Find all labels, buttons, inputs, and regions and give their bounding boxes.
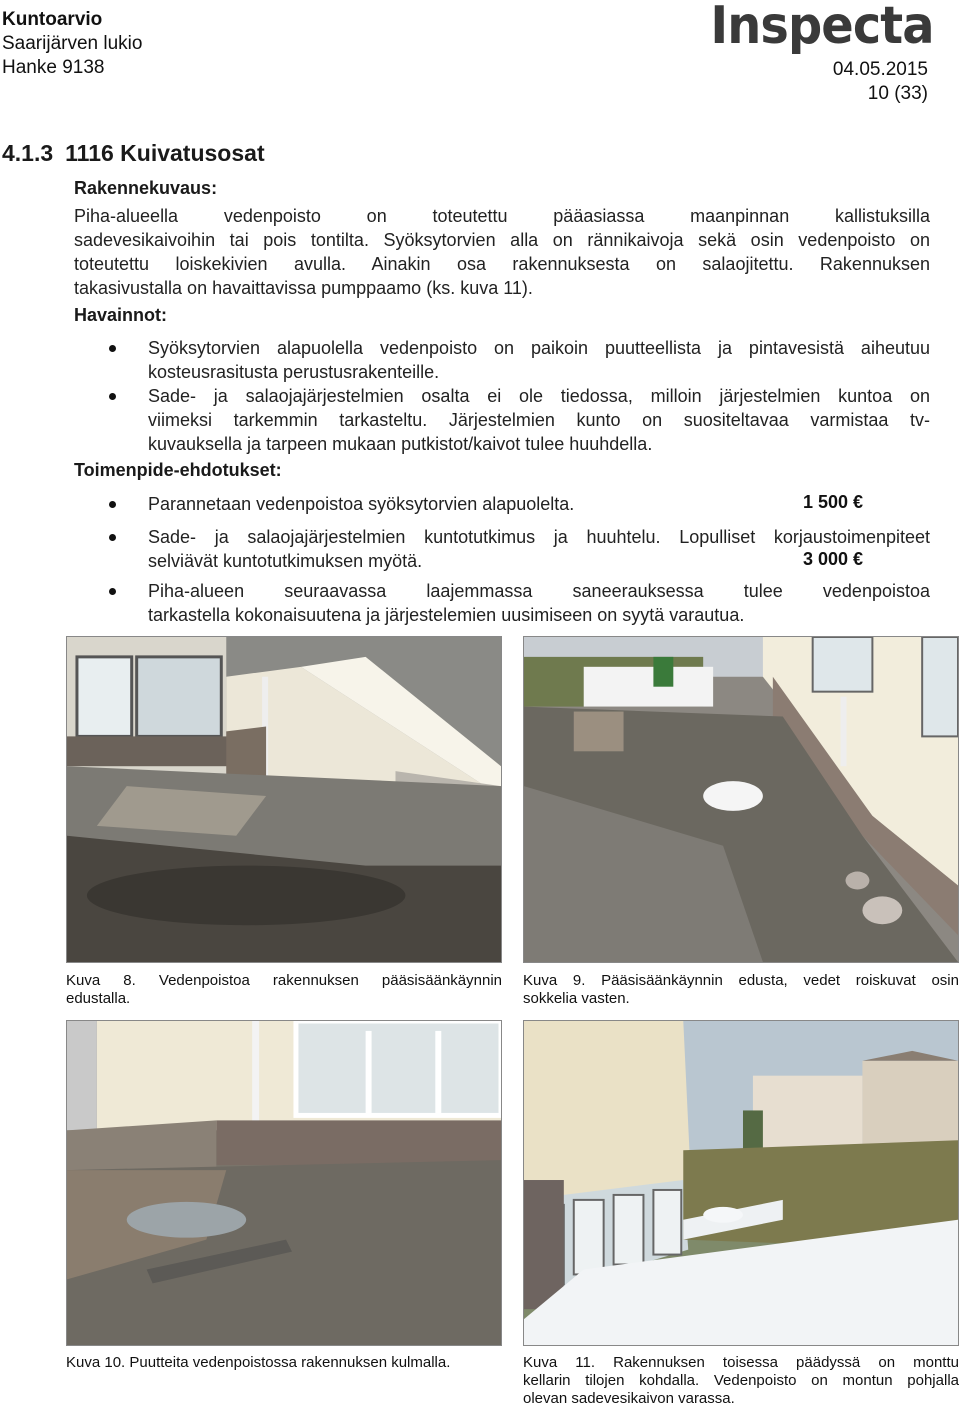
- document-date: 04.05.2015: [832, 59, 928, 80]
- kuva-8-caption: [66, 972, 502, 1008]
- inspecta-logo: Inspecta: [710, 0, 934, 56]
- kuva-9-photo: [523, 636, 959, 963]
- kuva-11-caption-line-3: olevan sadevesikaivon varassa.: [523, 1390, 735, 1407]
- rakennekuvaus-line-4: takasivustalla on havaittavissa pumppaamo (ks. kuva 11).: [74, 278, 533, 298]
- kuva-10-caption-line-1: Kuva 10. Puutteita vedenpoistossa rakennuksen kulmalla.: [66, 1354, 451, 1371]
- kuva-11-caption: [523, 1354, 959, 1408]
- rakennekuvaus-line-3: toteutettu loiskekivien avulla. Ainakin osa rakennuksesta on salaojitettu. Rakennuksen: [74, 254, 930, 274]
- kuva-11-caption-line-2: kellarin tilojen kohdalla. Vedenpoisto on montun pohjalla: [523, 1372, 959, 1389]
- toimenpide-item-1-line-1: Parannetaan vedenpoistoa syöksytorvien alapuolelta.: [148, 494, 575, 514]
- toimenpide-item-3-line-1: Piha-alueen seuraavassa laajemmassa saneerauksessa tulee vedenpoistoa: [148, 581, 930, 601]
- havainnot-item-1: [148, 336, 930, 384]
- toimenpide-item-2-price: 3 000 €: [803, 549, 864, 569]
- kuva-10-caption: [66, 1354, 502, 1372]
- section-name: 1116 Kuivatusosat: [65, 140, 265, 166]
- kuva-8-caption-line-1: Kuva 8. Vedenpoistoa rakennuksen pääsisäänkäynnin: [66, 972, 502, 989]
- document-type: Kuntoarvio: [2, 9, 103, 30]
- kuva-8-caption-line-2: edustalla.: [66, 990, 131, 1007]
- document-header: [2, 8, 142, 80]
- havainnot-heading: Havainnot:: [74, 305, 168, 325]
- section-number: 4.1.3: [2, 140, 54, 166]
- havainnot-item-1-line-2: kosteusrasitusta perustusrakenteille.: [148, 362, 440, 382]
- toimenpiteet-heading: Toimenpide-ehdotukset:: [74, 460, 282, 480]
- toimenpide-item-2-line-1: Sade- ja salaojajärjestelmien kuntotutkimus ja huuhtelu. Lopulliset korjaustoimenpiteet: [148, 527, 930, 547]
- kuva-9-caption-line-1: Kuva 9. Pääsisäänkäynnin edusta, vedet roiskuvat osin: [523, 972, 959, 989]
- toimenpide-item-2-line-2: selviävät kuntotutkimuksen myötä.: [148, 551, 423, 571]
- header-date-page: [833, 58, 928, 106]
- kuva-11-photo: [523, 1020, 959, 1346]
- kuva-9-caption: [523, 972, 959, 1008]
- toimenpide-item-1-price: 1 500 €: [803, 492, 864, 512]
- havainnot-item-2: [148, 384, 930, 456]
- section-title: [2, 140, 277, 167]
- toimenpide-item-3: [148, 579, 930, 627]
- kuva-9-caption-line-2: sokkelia vasten.: [523, 990, 630, 1007]
- toimenpide-item-3-line-2: tarkastella kokonaisuutena ja järjestelemien uusimiseen on syytä varautua.: [148, 605, 745, 625]
- kuva-11-caption-line-1: Kuva 11. Rakennuksen toisessa päädyssä on monttu: [523, 1354, 959, 1371]
- rakennekuvaus-heading: Rakennekuvaus:: [74, 178, 218, 198]
- rakennekuvaus-line-2: sadevesikaivoihin tai pois tontilta. Syöksytorvien alla on rännikaivoja sekä osin vedenpoisto on: [74, 230, 930, 250]
- project-number: Hanke 9138: [2, 57, 105, 78]
- kuva-8-photo: [66, 636, 502, 963]
- havainnot-item-1-line-1: Syöksytorvien alapuolella vedenpoisto on paikoin puutteellista ja pintavesistä aiheutuu: [148, 338, 930, 358]
- havainnot-item-2-line-1: Sade- ja salaojajärjestelmien osalta ei ole tiedossa, milloin järjestelmien kuntoa on: [148, 386, 930, 406]
- kuva-10-photo: [66, 1020, 502, 1346]
- rakennekuvaus-line-1: Piha-alueella vedenpoisto on toteutettu pääasiassa maanpinnan kallistuksilla: [74, 206, 930, 226]
- building-name: Saarijärven lukio: [2, 33, 143, 54]
- havainnot-item-2-line-2: viimeksi tarkemmin tarkasteltu. Järjestelmien kunto on suositeltavaa varmistaa tv-: [148, 410, 930, 430]
- page-number: 10 (33): [867, 83, 928, 104]
- havainnot-item-2-line-3: kuvauksella ja tarpeen mukaan putkistot/kaivot tulee huuhdella.: [148, 434, 653, 454]
